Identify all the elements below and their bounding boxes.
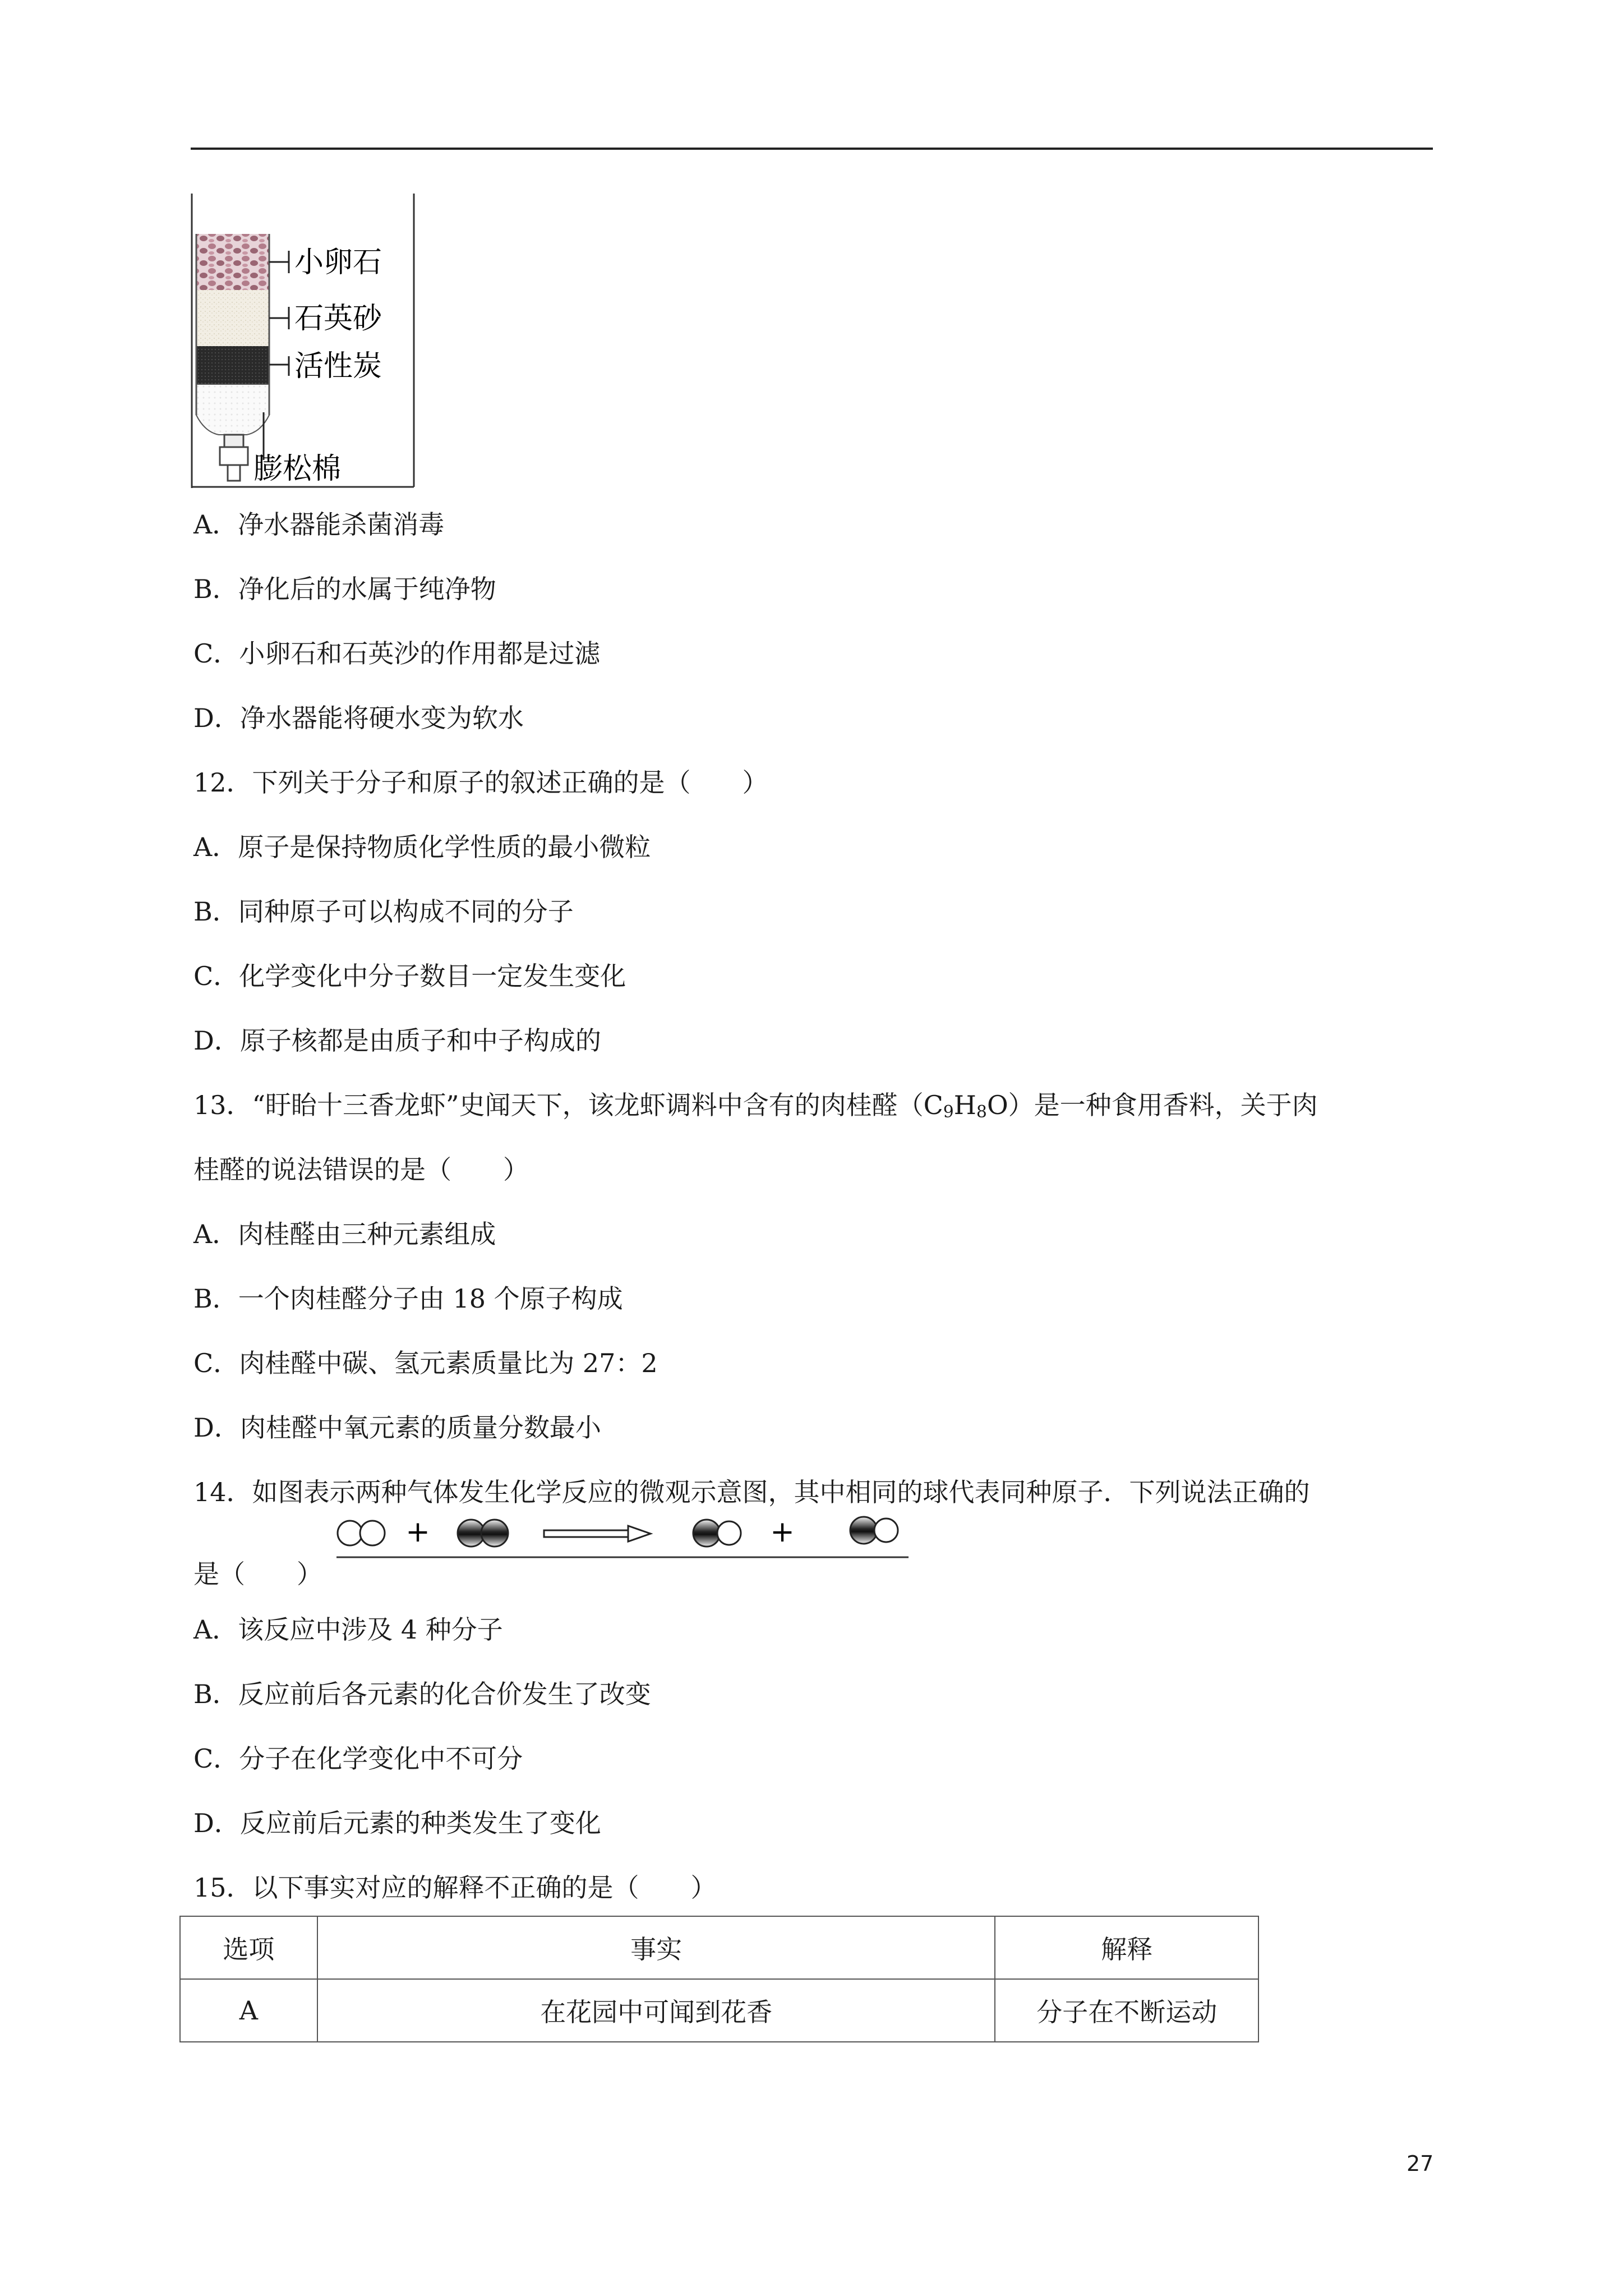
table-cell-fact: 在花园中可闻到花香 (317, 1979, 995, 2042)
q14-option-a: A．该反应中涉及 4 种分子 (193, 1614, 503, 1645)
plus-sign-1: + (405, 1515, 430, 1549)
q14-stem-line2: 是（ ） (193, 1559, 322, 1589)
plus-sign-2: + (770, 1515, 795, 1549)
cotton-layer (196, 384, 269, 435)
q12-option-a: A．原子是保持物质化学性质的最小微粒 (193, 832, 651, 862)
q13-stem-part1: 13．“盱眙十三香龙虾”史闻天下，该龙虾调料中含有的肉桂醛（C (193, 1090, 943, 1120)
q13-option-b: B．一个肉桂醛分子由 18 个原子构成 (193, 1283, 623, 1314)
page-number: 27 (1407, 2151, 1434, 2176)
label-activated-carbon: 活性炭 (294, 349, 382, 383)
q14-stem-line1: 14．如图表示两种气体发生化学反应的微观示意图，其中相同的球代表同种原子．下列说法正确的 (193, 1477, 1310, 1507)
molecule-dark-white-2 (850, 1517, 898, 1544)
q11-option-c: C．小卵石和石英沙的作用都是过滤 (193, 638, 601, 669)
reaction-arrow (544, 1526, 651, 1542)
q13-sub-c: 9 (943, 1102, 954, 1122)
table-cell-option: A (180, 1979, 317, 2042)
q14-option-d: D．反应前后元素的种类发生了变化 (193, 1808, 601, 1838)
table-row (180, 1979, 1258, 2042)
water-filter-figure (191, 194, 415, 488)
molecule-white-white (338, 1521, 385, 1545)
molecule-dark-white-1 (693, 1520, 741, 1547)
table-header-explanation: 解释 (995, 1916, 1258, 1979)
q13-stem-line1 (193, 1088, 1318, 1129)
label-pebbles: 小卵石 (294, 246, 382, 279)
quartz-sand-layer (196, 290, 269, 346)
reaction-diagram (336, 1508, 909, 1561)
q11-option-d: D．净水器能将硬水变为软水 (193, 703, 524, 733)
q13-option-a: A．肉桂醛由三种元素组成 (193, 1219, 496, 1249)
q12-option-d: D．原子核都是由质子和中子构成的 (193, 1025, 601, 1056)
activated-carbon-layer (196, 346, 269, 384)
q13-stem-line2: 桂醛的说法错误的是（ ） (193, 1154, 529, 1185)
table-header-row (180, 1916, 1258, 1979)
q12-option-b: B．同种原子可以构成不同的分子 (193, 896, 574, 927)
outlet-valve (224, 435, 243, 447)
q11-option-a: A．净水器能杀菌消毒 (193, 509, 445, 540)
q12-stem: 12．下列关于分子和原子的叙述正确的是（ ） (193, 767, 768, 798)
q13-stem-part2: O）是一种食用香料，关于肉 (986, 1090, 1318, 1120)
table-header-fact: 事实 (317, 1916, 995, 1979)
q12-option-c: C．化学变化中分子数目一定发生变化 (193, 961, 626, 991)
q13-option-d: D．肉桂醛中氧元素的质量分数最小 (193, 1412, 601, 1443)
label-quartz-sand: 石英砂 (294, 302, 382, 335)
q14-option-b: B．反应前后各元素的化合价发生了改变 (193, 1679, 651, 1709)
table-cell-explanation: 分子在不断运动 (995, 1979, 1258, 2042)
table-header-option: 选项 (180, 1916, 317, 1979)
q15-stem: 15．以下事实对应的解释不正确的是（ ） (193, 1872, 717, 1903)
q13-h: H (953, 1090, 976, 1120)
header-rule (191, 148, 1433, 150)
q14-option-c: C．分子在化学变化中不可分 (193, 1743, 523, 1774)
q13-option-c: C．肉桂醛中碳、氢元素质量比为 27：2 (193, 1348, 658, 1378)
q13-sub-h: 8 (976, 1102, 987, 1122)
pebble-layer (196, 234, 269, 290)
q11-option-b: B．净化后的水属于纯净物 (193, 574, 496, 604)
label-cotton: 膨松棉 (253, 452, 342, 486)
q15-table (179, 1916, 1259, 2042)
molecule-dark-dark (458, 1520, 508, 1547)
